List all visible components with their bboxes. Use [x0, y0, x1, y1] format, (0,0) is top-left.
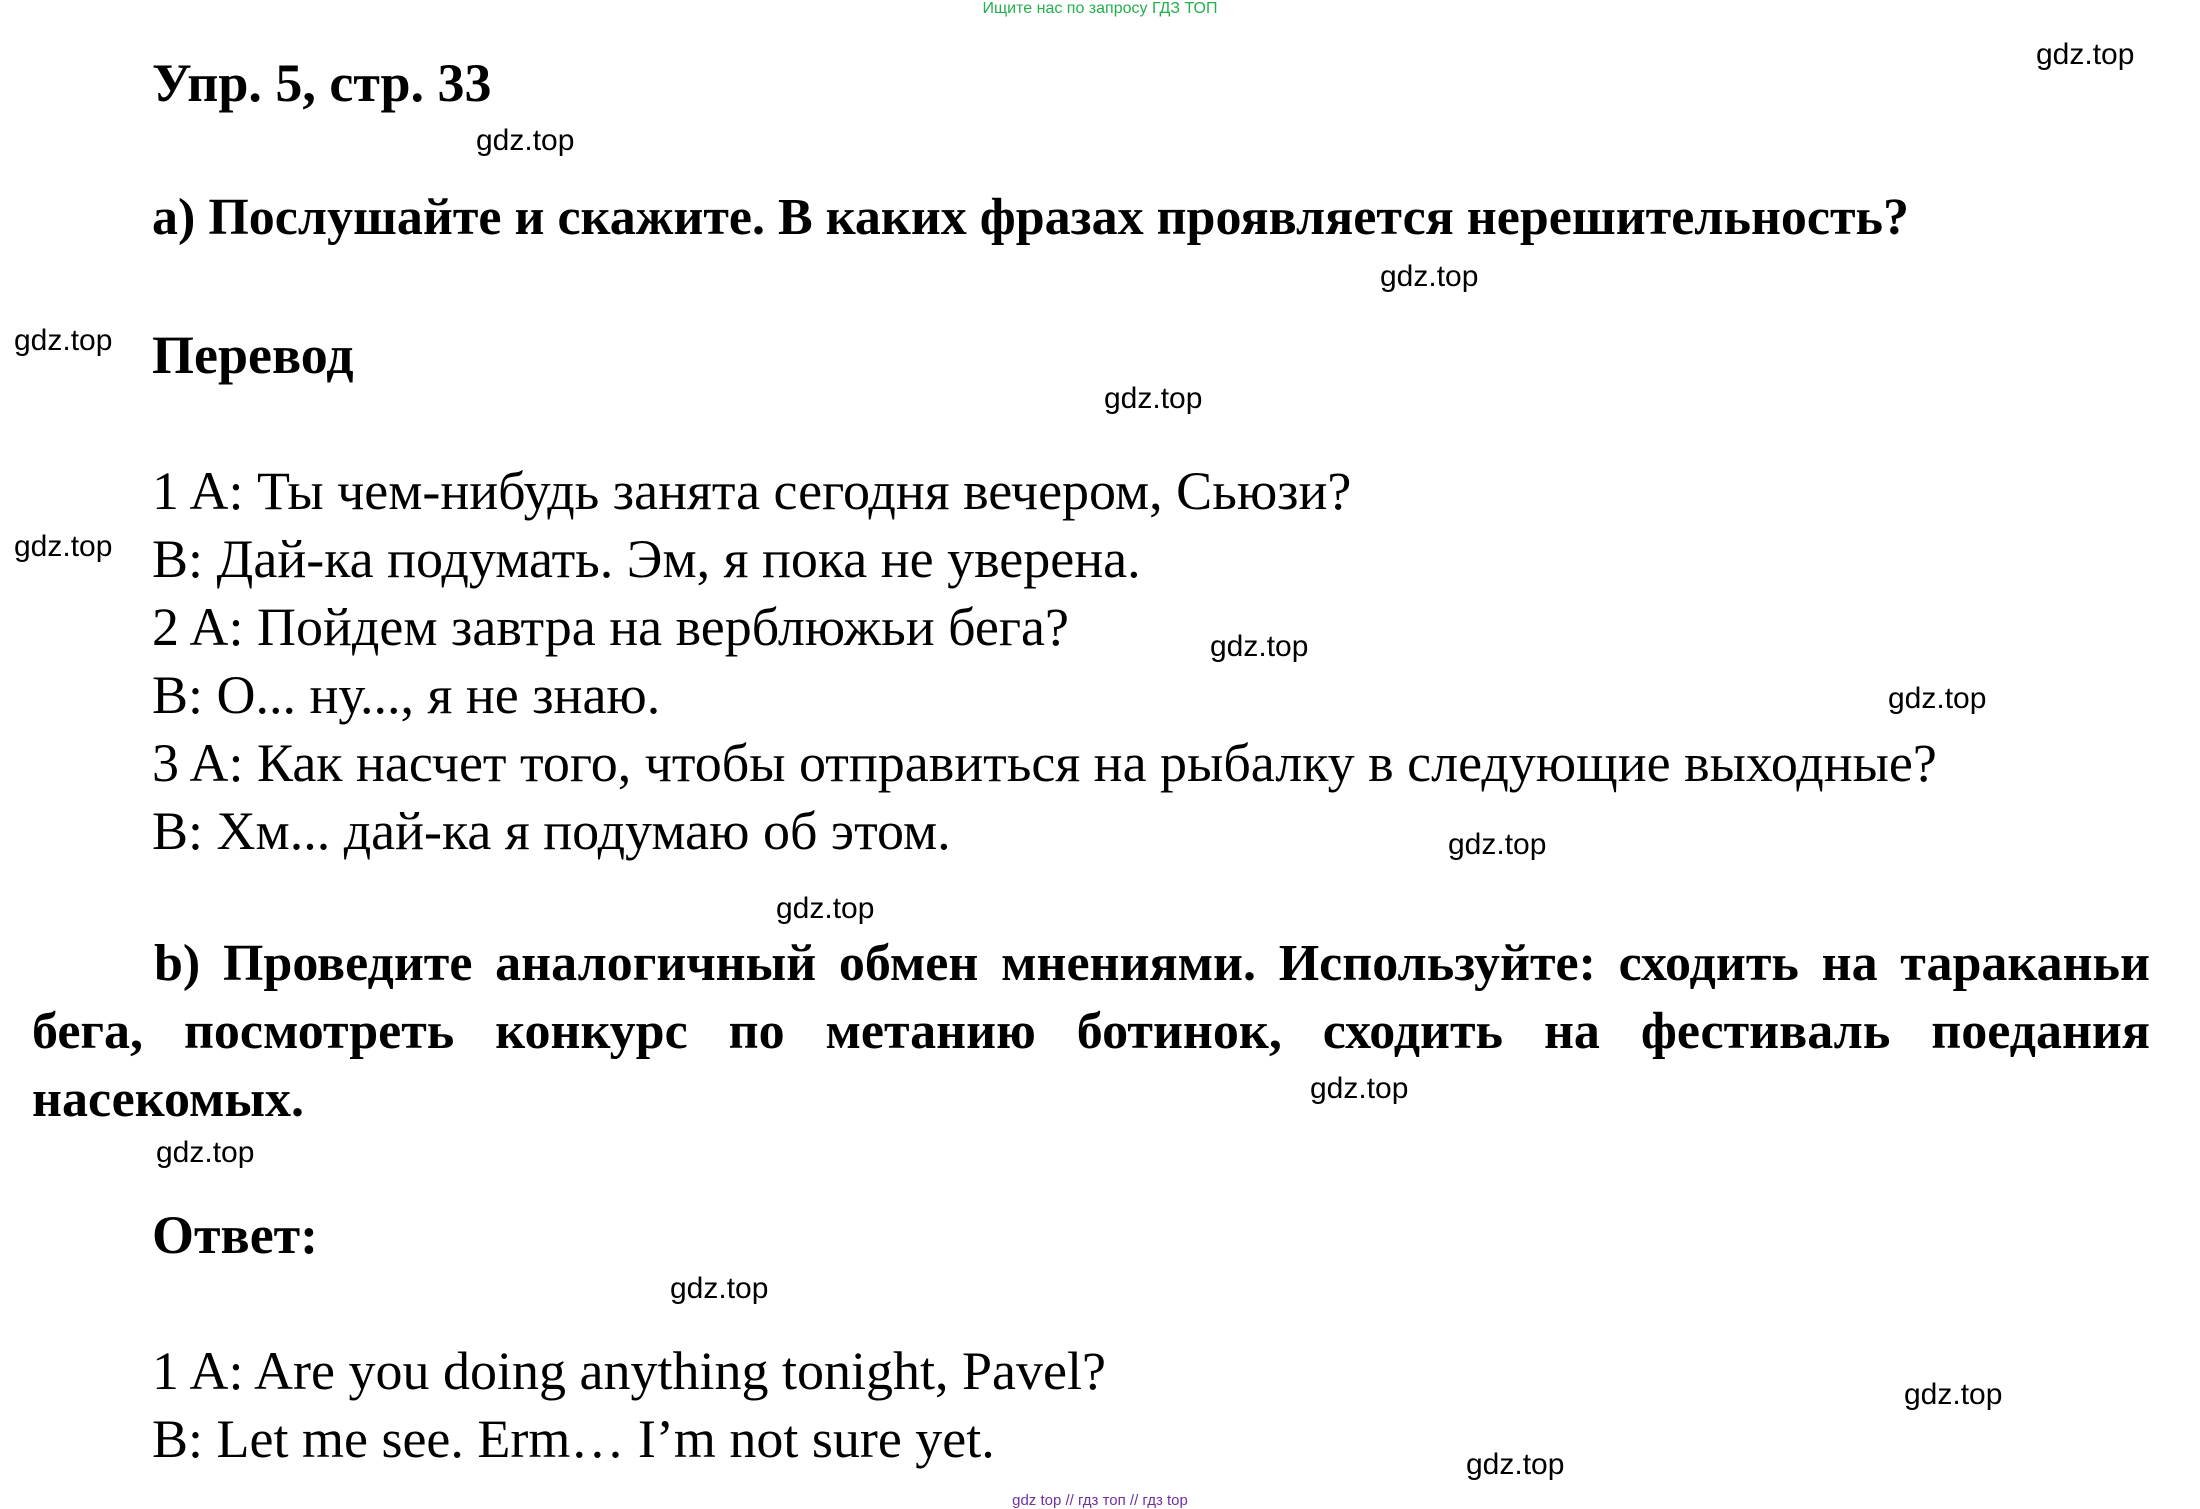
translation-line: B: Дай-ка подумать. Эм, я пока не уверена.	[152, 529, 1141, 589]
watermark: gdz.top	[156, 1136, 255, 1169]
task-a-instruction: a) Послушайте и скажите. В каких фразах проявляется нерешительность?	[152, 189, 1910, 246]
search-hint-banner: Ищите нас по запросу ГДЗ ТОП	[982, 0, 1218, 17]
watermark: gdz.top	[14, 324, 113, 357]
watermark: gdz.top	[776, 892, 875, 925]
answer-heading: Ответ:	[152, 1205, 319, 1265]
task-b-instruction: b) Проведите аналогичный обмен мнениями. Используйте: сходить на тараканьи бега, посмотреть конкурс по метанию ботинок, сходить на фестиваль поедания насекомых.	[32, 935, 2150, 1128]
page-title: Упр. 5, стр. 33	[152, 53, 492, 113]
watermark: gdz.top	[670, 1272, 769, 1305]
watermark: gdz.top	[1380, 260, 1479, 293]
footer-banner: gdz top // гдз топ // гдз top	[1012, 1492, 1188, 1509]
translation-line: 1 A: Ты чем-нибудь занята сегодня вечером, Сьюзи?	[152, 461, 1352, 521]
translation-line: 2 A: Пойдем завтра на верблюжьи бега?	[152, 597, 1069, 657]
translation-line: B: Хм... дай-ка я подумаю об этом.	[152, 801, 951, 861]
translation-line: 3 A: Как насчет того, чтобы отправиться на рыбалку в следующие выходные?	[152, 733, 1937, 793]
watermark: gdz.top	[14, 530, 113, 563]
answer-line: B: Let me see. Erm… I’m not sure yet.	[152, 1409, 995, 1469]
watermark: gdz.top	[1904, 1378, 2003, 1411]
watermark: gdz.top	[1104, 382, 1203, 415]
watermark: gdz.top	[1448, 828, 1547, 861]
watermark: gdz.top	[1310, 1072, 1409, 1105]
watermark: gdz.top	[1888, 682, 1987, 715]
translation-heading: Перевод	[152, 325, 354, 385]
watermark: gdz.top	[476, 124, 575, 157]
answer-line: 1 A: Are you doing anything tonight, Pavel?	[152, 1341, 1106, 1401]
watermark: gdz.top	[2036, 38, 2135, 71]
watermark: gdz.top	[1210, 630, 1309, 663]
watermark: gdz.top	[1466, 1448, 1565, 1481]
translation-line: B: О... ну..., я не знаю.	[152, 665, 661, 725]
